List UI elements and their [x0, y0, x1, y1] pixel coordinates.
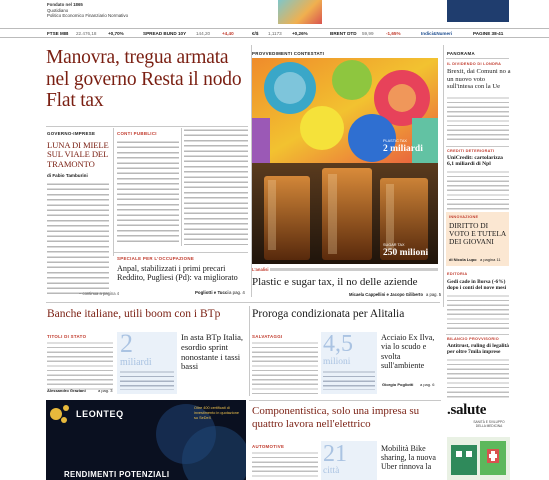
alitalia-kicker: SALVATAGGI: [252, 334, 283, 339]
ticker-label-eurusd: €/$: [252, 30, 259, 36]
innov-title[interactable]: DIRITTO DI VOTO E TUTELA DEI GIOVANI: [449, 221, 506, 247]
edit-title[interactable]: Gedi cade in Borsa (-6%) dopo i conti del nove mesi: [447, 279, 507, 292]
components-headline[interactable]: Componentistica, solo una impresa su quattro lavora nell'elettrico: [252, 405, 420, 430]
bilancio-kicker: BILANCIO PROVVISORIO: [447, 337, 499, 341]
banks-page: a pag. 3: [98, 388, 113, 393]
occupazione-page: a pag. 4: [229, 290, 245, 295]
ticker-value-ftse: 22.476,18: [76, 30, 97, 36]
alitalia-big-number: 4,5: [323, 331, 353, 357]
ticker-change-spread: +4,40: [222, 30, 234, 36]
lead-headline[interactable]: Manovra, tregua armata nel governo Resta il nodo Flat tax: [46, 47, 242, 111]
salute-illustration: [447, 437, 510, 480]
innov-page: a pagina 11: [480, 257, 501, 262]
banks-deck-title[interactable]: In asta BTp Italia, esordio sprint nonostante i tassi bassi: [181, 332, 244, 372]
masthead-thumbnail: [278, 0, 322, 24]
ad-brand: LEONTEQ: [76, 409, 124, 419]
salute-sub: SANITÀ E SVILUPPO DELLA MEDICINA: [473, 420, 505, 428]
ticker-label-brent: BRENT DTD: [330, 30, 357, 36]
components-body: [252, 451, 318, 480]
founded-line: Fondato nel 1865: [47, 2, 83, 7]
feature-byline-page: a pag. 5: [426, 292, 442, 297]
components-kicker: AUTOMOTIVE: [252, 444, 285, 449]
occupazione-byline: Pogliotti e Tucci: [195, 290, 229, 295]
banks-kicker: TITOLI DI STATO: [47, 334, 87, 339]
alitalia-byline: Giorgio Pogliotti: [382, 382, 414, 387]
ad-tagline: RENDIMENTI POTENZIALI: [64, 470, 170, 479]
bilancio-body: [447, 358, 509, 398]
alitalia-big-unit: milioni: [323, 357, 351, 367]
credit-kicker: CREDITI DETERIORATI: [447, 149, 495, 153]
bilancio-title[interactable]: Antitrust, ruling di legalità per oltre 7mila imprese: [447, 343, 509, 356]
conti-body: [117, 140, 179, 245]
ticker-value-brent: 59,99: [362, 30, 374, 36]
alitalia-headline[interactable]: Proroga condizionata per Alitalia: [252, 308, 405, 320]
brexit-body: [447, 96, 509, 142]
alitalia-body: [252, 341, 318, 395]
leonteq-ad[interactable]: [46, 400, 246, 480]
alitalia-stat-caption: [323, 370, 375, 390]
occupazione-headline[interactable]: Anpal, stabilizzati i primi precari Reddito, Pugliesi (Pd): va migliorato: [117, 264, 238, 283]
components-big-unit: città: [323, 466, 340, 476]
masthead-meta: [47, 2, 157, 19]
side-title[interactable]: LUNA DI MIELE SUL VIALE DEL TRAMONTO: [47, 140, 109, 169]
salute-brand[interactable]: .salute: [447, 402, 487, 418]
banks-big-unit: miliardi: [120, 357, 152, 368]
feature-caption-lead: L'analisi: [252, 267, 269, 272]
components-side-title[interactable]: Mobilità Bike sharing, la nuova Uber rinnova la: [381, 444, 436, 472]
paper-type: Quotidiano: [47, 7, 69, 13]
paper-subtitle: Politico Economico Finanziario Normativo: [47, 13, 129, 18]
side-kicker: GOVERNO-IMPRESE: [47, 131, 96, 136]
components-big-number: 21: [323, 441, 347, 467]
panorama-kicker: PANORAMA: [447, 51, 475, 56]
brexit-kicker: IL DIVIDENDO DI LONDRA: [447, 62, 502, 66]
ticker-change-eurusd: +0,26%: [292, 30, 308, 36]
feature-headline[interactable]: Plastic e sugar tax, il no delle aziende: [252, 276, 418, 288]
ticker-change-ftse: +0,70%: [108, 30, 124, 36]
continua-page: – continua a pagina 4: [79, 291, 120, 296]
banks-big-number: 2: [120, 329, 133, 358]
alitalia-page: a pag. 6: [420, 382, 435, 387]
lead-body-col3: [184, 128, 248, 245]
side-body: [47, 182, 109, 294]
innov-kicker: INNOVAZIONE: [449, 215, 479, 219]
edit-kicker: EDITORIA: [447, 272, 468, 276]
feature-byline: Micaela Cappellini e Jacopo Giliberto: [349, 292, 423, 297]
ticker-label-spread: SPREAD BUND 10Y: [143, 30, 187, 36]
indici-link[interactable]: Indici&Numeri: [421, 30, 453, 36]
side-author: di Fabio Tamburini: [47, 173, 88, 178]
plastic-label: PLASTIC TAX: [383, 139, 407, 143]
sugar-label: SUGAR TAX: [383, 243, 405, 247]
banks-body: [47, 341, 113, 393]
plastic-value: 2 miliardi: [383, 144, 423, 154]
ticker-pages: PAGINE 38-41: [473, 30, 504, 36]
ticker-value-spread: 144,20: [196, 30, 211, 36]
banks-stat-caption: [120, 370, 174, 390]
alitalia-side-title[interactable]: Acciaio Ex Ilva, via lo scudo e svolta sull'ambiente: [381, 333, 435, 371]
market-ticker: [0, 28, 549, 38]
masthead-promo-box: [447, 0, 509, 22]
credit-title[interactable]: UniCredit: cartolarizza 6,1 miliardi di Npl: [447, 155, 503, 168]
feature-photo: [252, 58, 438, 264]
banks-byline: Alessandro Graziani: [47, 388, 86, 393]
banks-headline[interactable]: Banche italiane, utili boom con i BTp: [47, 308, 221, 320]
ticker-change-brent: -1,65%: [386, 30, 401, 36]
sugar-value: 250 milioni: [383, 248, 429, 258]
feature-caption: [270, 268, 438, 271]
ticker-label-ftse: FTSE MIB: [47, 30, 69, 36]
credit-body: [447, 170, 509, 210]
occupazione-kicker: SPECIALE PER L'OCCUPAZIONE: [117, 256, 195, 261]
brexit-title[interactable]: Brexit, dai Comuni no a un nuovo voto sull'intesa con la Ue: [447, 68, 511, 91]
edit-body: [447, 294, 509, 330]
innov-byline: di Nicola Lupo: [449, 257, 477, 262]
conti-kicker: CONTI PUBBLICI: [117, 131, 157, 136]
ad-offer: Oltre 400 certificati di investimento in quotazione su SeDeX: [194, 406, 239, 420]
feature-kicker: PROVVEDIMENTI CONTESTATI: [252, 51, 325, 56]
ticker-value-eurusd: 1,1173: [268, 30, 282, 36]
